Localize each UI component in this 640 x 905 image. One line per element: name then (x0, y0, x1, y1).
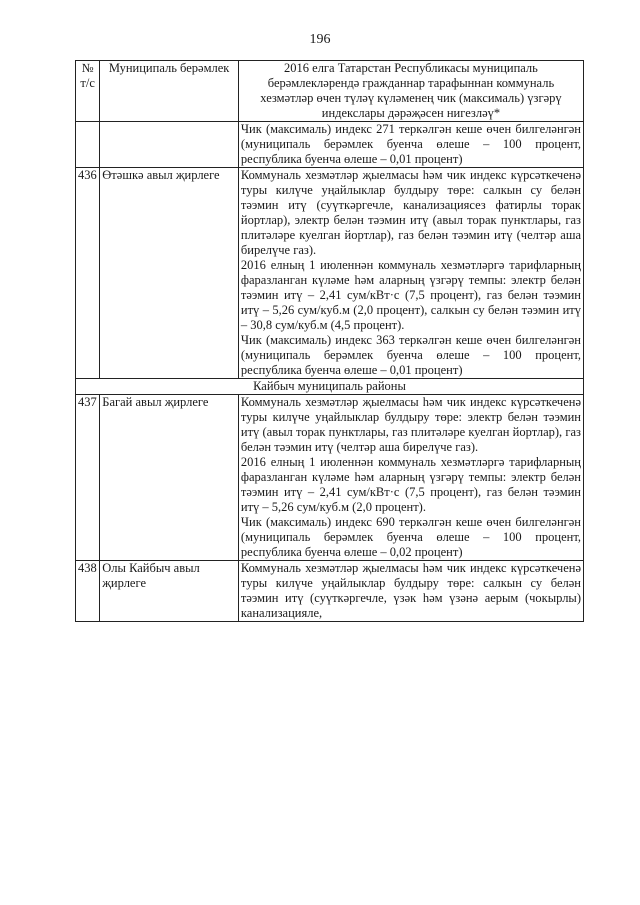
row-description (238, 395, 583, 561)
cell-empty (76, 122, 100, 168)
page-number: 196 (309, 32, 331, 47)
paragraph: 2016 елның 1 июленнән коммуналь хезмәтләргә тарифларның фаразланган күләме һәм аларның үзгәрү темпы: электр белән тәэмин итү – 2,41 сум/кВт·с (7,5 процент), газ белән тәэмин итү – 5,26 сум/куб.м (2,0 процент). (240, 455, 581, 514)
table-header-row (76, 61, 584, 122)
district-heading-row (76, 379, 584, 395)
header-col-description: 2016 елга Татарстан Республикасы муниципаль берәмлекләрендә гражданнар тарафыннан коммуналь хезмәтләр өчен түләү күләменең чик (максималь) үзгәрү индекслары дәрәҗәсен нигезләү* (238, 61, 583, 122)
tariff-table (75, 60, 584, 622)
table-row (76, 395, 584, 561)
table-row (76, 168, 584, 379)
row-number: 438 (76, 561, 100, 622)
row-municipality: Өтәшкә авыл җирлеге (100, 168, 239, 379)
paragraph: Коммуналь хезмәтләр җыелмасы һәм чик индекс күрсәткеченә туры килүче уңайлыклар булдыру төре: салкын су белән тәэмин итү (суүткәргечле, канализациясез фатирлы торак йортлар), электр белән тәэмин итү (авыл торак пунктлары, газ плитәләре куелган йортлар), газ белән тәэмин итү (челтәр аша бирелүче газ). (240, 168, 581, 257)
paragraph: 2016 елның 1 июленнән коммуналь хезмәтләргә тарифларның фаразланган күләме һәм аларның үзгәрү темпы: электр белән тәэмин итү – 2,41 сум/кВт·с (7,5 процент), газ белән тәэмин итү – 5,26 сум/куб.м (2,0 процент), салкын су белән тәэмин итү – 30,8 сум/куб.м (4,5 процент). (240, 258, 581, 332)
row-description (238, 168, 583, 379)
row-number: 436 (76, 168, 100, 379)
header-col-number: № т/с (76, 61, 100, 122)
paragraph: Коммуналь хезмәтләр җыелмасы һәм чик индекс күрсәткеченә туры килүче уңайлыклар булдыру төре: электр белән тәэмин итү (авыл торак пунктлары, газ плитәләре куелган йортлар), газ белән тәэмин итү (челтәр аша бирелүче газ). (240, 395, 581, 454)
district-heading: Кайбыч муниципаль районы (76, 379, 584, 395)
paragraph: Коммуналь хезмәтләр җыелмасы һәм чик индекс күрсәткеченә туры килүче уңайлыклар булдыру төре: салкын су белән тәэмин итү (суүткәргечле, үзәк һәм үзәнә аерым (чокырлы) канализацияле, (240, 561, 581, 620)
paragraph: Чик (максималь) индекс 690 теркәлгән кеше өчен билгеләнгән (муниципаль берәмлек буенча өлеше – 100 процент, республика буенча өлеше – 0,02 процент) (240, 515, 581, 559)
cell-empty (100, 122, 239, 168)
header-col-municipality: Муниципаль берәмлек (100, 61, 239, 122)
table-row (76, 561, 584, 622)
paragraph: Чик (максималь) индекс 363 теркәлгән кеше өчен билгеләнгән (муниципаль берәмлек буенча өлеше – 100 процент, республика буенча өлеше – 0,01 процент) (240, 333, 581, 377)
row-municipality: Багай авыл җирлеге (100, 395, 239, 561)
row-number: 437 (76, 395, 100, 561)
cell-continuation-text (238, 122, 583, 168)
row-description (238, 561, 583, 622)
table-row-continuation (76, 122, 584, 168)
row-municipality: Олы Кайбыч авыл җирлеге (100, 561, 239, 622)
paragraph: Чик (максималь) индекс 271 теркәлгән кеше өчен билгеләнгән (муниципаль берәмлек буенча өлеше – 100 процент, республика буенча өлеше – 0,01 процент) (240, 122, 581, 166)
